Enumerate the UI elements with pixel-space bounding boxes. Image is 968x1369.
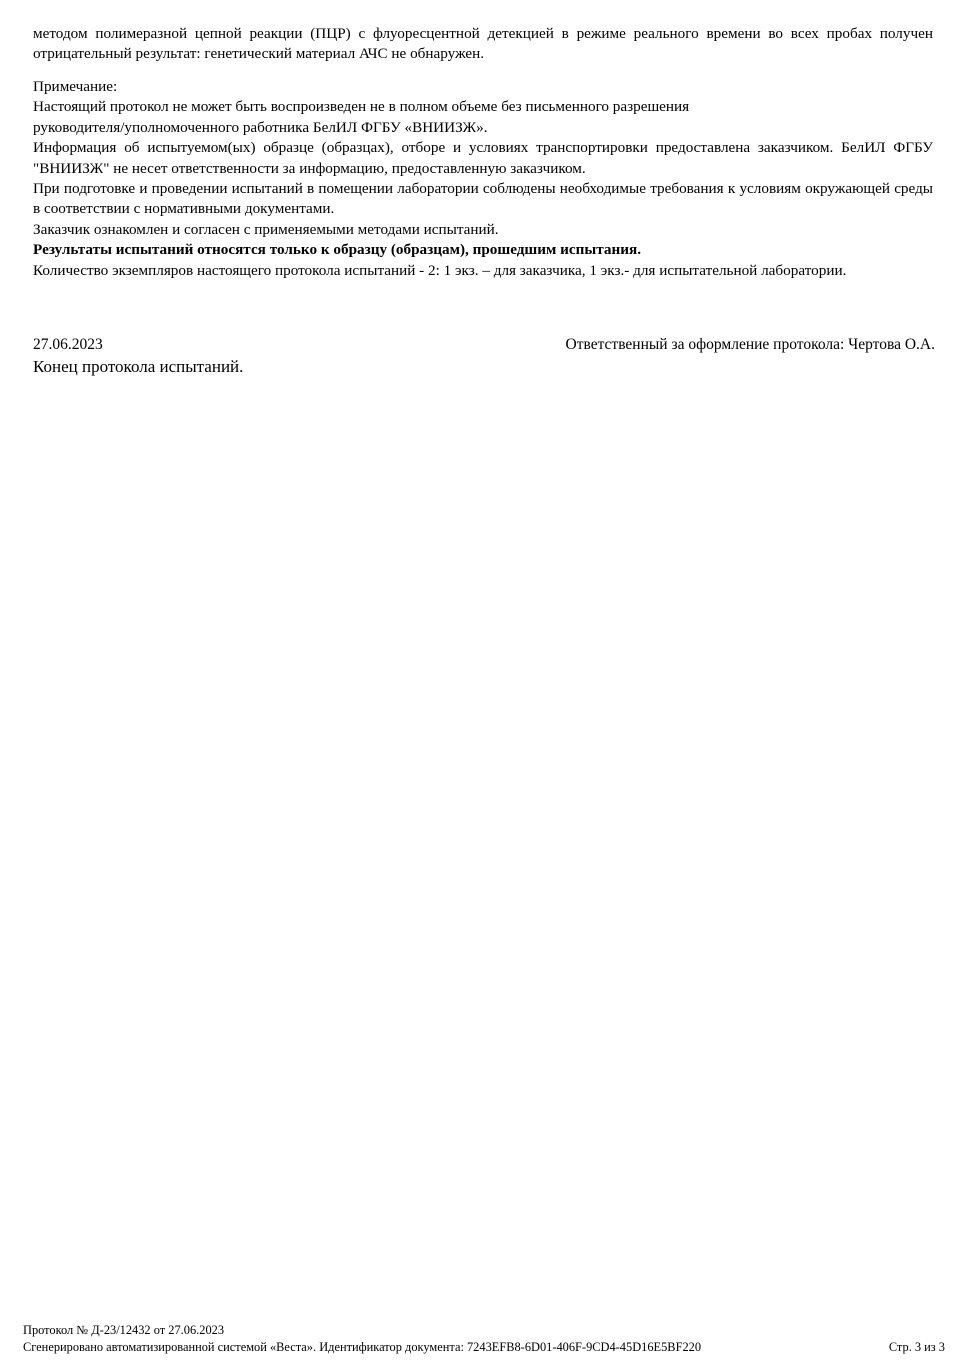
sample-info-note: Информация об испытуемом(ых) образце (образцах), отборе и условиях транспортировки предоставлена заказчиком. БелИЛ ФГБУ "ВНИИЗЖ" не несет ответственности за информацию, предоставленную заказчиком. [33, 139, 933, 177]
notes-heading: Примечание: [33, 78, 118, 95]
footer-protocol-ref: Протокол № Д-23/12432 от 27.06.2023 [23, 1323, 225, 1337]
reproduction-note-line2: руководителя/уполномоченного работника БелИЛ ФГБУ «ВНИИЗЖ». [33, 118, 488, 136]
footer-page-number: Стр. 3 из 3 [888, 1340, 945, 1354]
signature-date: 27.06.2023 [33, 336, 103, 353]
signature-row [33, 335, 935, 355]
copies-note: Количество экземпляров настоящего протокола испытаний - 2: 1 экз. – для заказчика, 1 экз.- для испытательной лаборатории. [33, 261, 847, 279]
end-of-protocol: Конец протокола испытаний. [33, 357, 244, 376]
responsible-person: Ответственный за оформление протокола: Чертова О.А. [565, 336, 935, 353]
conditions-note: При подготовке и проведении испытаний в помещении лаборатории соблюдены необходимые требования к условиям окружающей среды в соответствии с нормативными документами. [33, 180, 933, 218]
result-section [33, 24, 933, 65]
footer-generation-line [23, 1339, 945, 1355]
result-paragraph: методом полимеразной цепной реакции (ПЦР) с флуоресцентной детекцией в режиме реального времени во всех пробах получен отрицательный результат: генетический материал АЧС не обнаружен. [33, 25, 933, 63]
results-scope-note: Результаты испытаний относятся только к образцу (образцам), прошедшим испытания. [33, 241, 641, 259]
footer-generated-by: Сгенерировано автоматизированной системой «Веста». Идентификатор документа: 7243EFB8-6D01-406F-9CD4-45D16E5BF220 [23, 1340, 702, 1354]
reproduction-note-line1: Настоящий протокол не может быть воспроизведен не в полном объеме без письменного разрешения [33, 98, 690, 116]
methods-note: Заказчик ознакомлен и согласен с применяемыми методами испытаний. [33, 220, 499, 238]
notes-section [33, 77, 933, 281]
